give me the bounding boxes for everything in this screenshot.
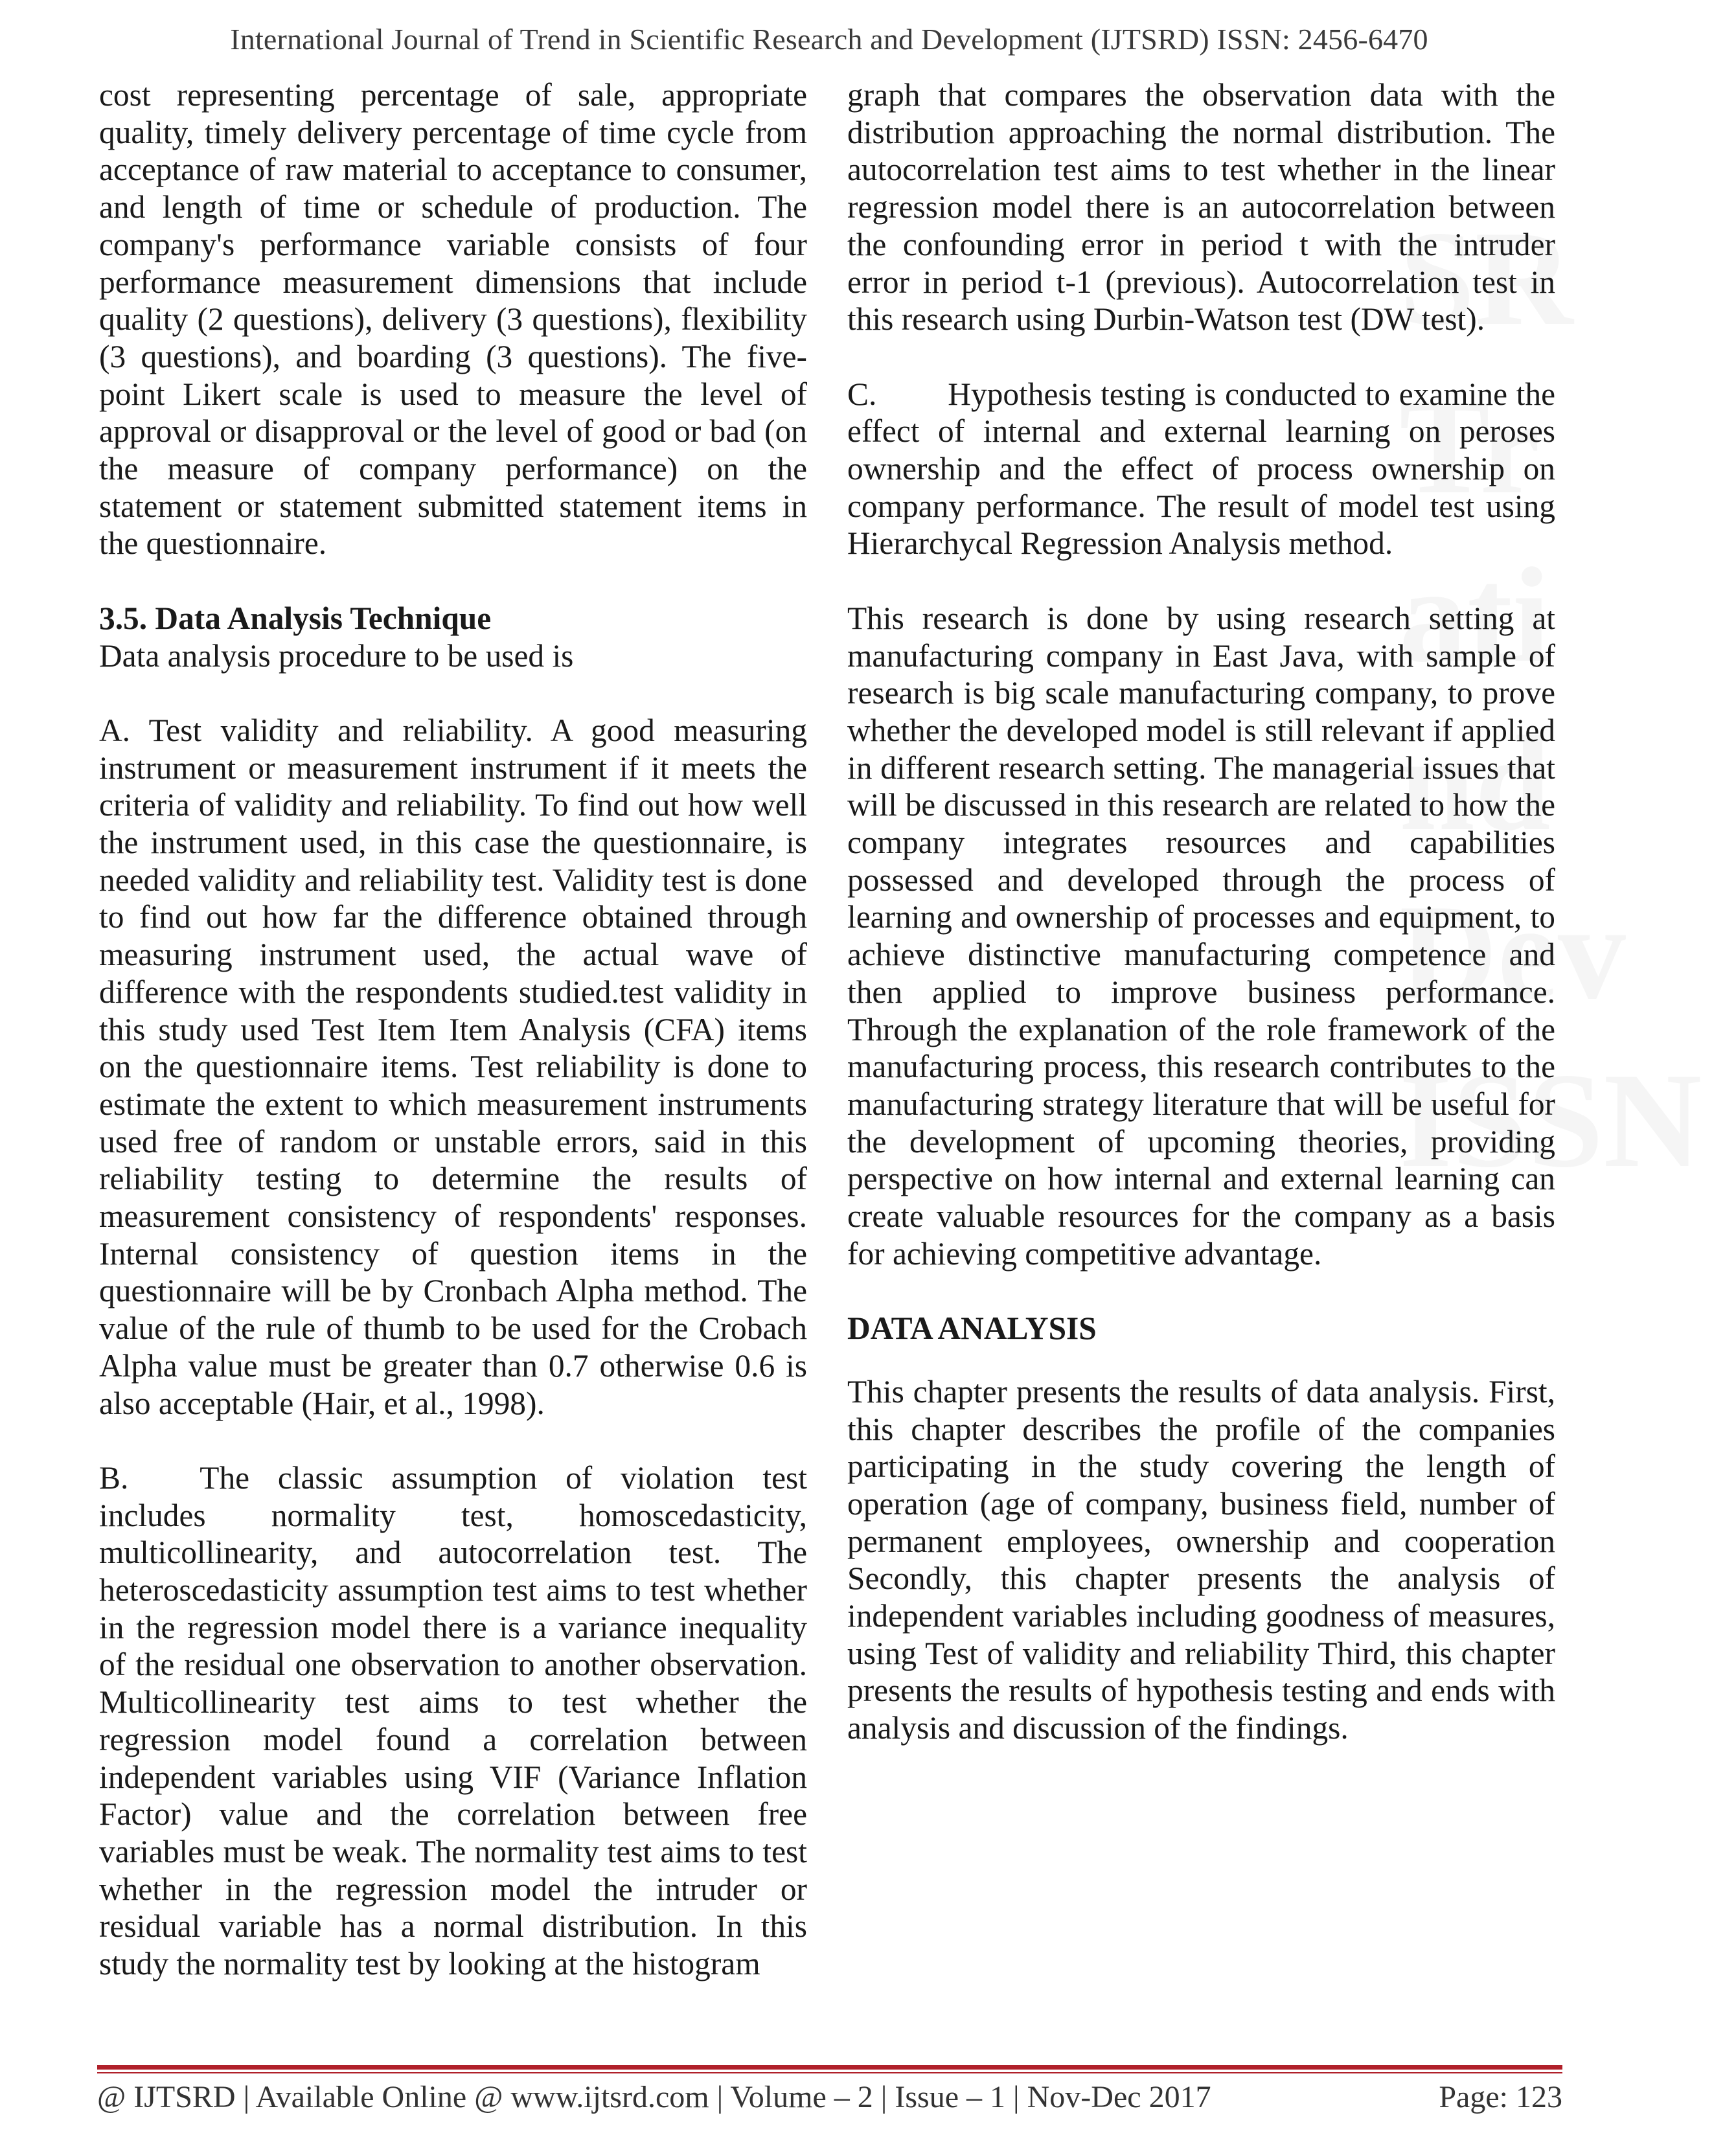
- background-watermark: SR Tr ati nd Dev ISSN: [1399, 203, 1702, 1196]
- list-label-b: B.: [99, 1459, 129, 1496]
- footer-rule-thin: [97, 2072, 1562, 2073]
- section-heading-data-analysis-technique: 3.5. Data Analysis Technique: [99, 600, 492, 636]
- paragraph-hypothesis-testing-text: Hypothesis testing is conducted to examine the effect of internal and external learning on peroses ownership and the effect of process ownership on company performance. The result of model test using Hierarchycal Regression Analysis method.: [847, 376, 1555, 562]
- paragraph-validity-reliability: A. Test validity and reliability. A good measuring instrument or measurement instrument if it meets the criteria of validity and reliability. To find out how well the instrument used, in this case the questionnaire, is needed validity and reliability test. Validity test is done to find out how far the difference obtained through measuring instrument used, the actual wave of difference with the respondents studied.test validity in this study used Test Item Item Analysis (CFA) items on the questionnaire items. Test reliability is done to estimate the extent to which measurement instruments used free of random or unstable errors, said in this reliability testing to determine the results of measurement consistency of respondents' responses. Internal consistency of question items in the questionnaire will be by Cronbach Alpha method. The value of the rule of thumb to be used for the Crobach Alpha value must be greater than 0.7 otherwise 0.6 is also acceptable (Hair, et al., 1998).: [99, 712, 807, 1421]
- paragraph-chapter-overview: This chapter presents the results of data analysis. First, this chapter describes the profile of the companies participating in the study covering the length of operation (age of company, business field, number of permanent employees, ownership and cooperation Secondly, this chapter presents the analysis of independent variables including goodness of measures, using Test of validity and reliability Third, this chapter presents the results of hypothesis testing and ends with analysis and discussion of the findings.: [847, 1373, 1555, 1746]
- right-column: [847, 76, 1555, 1747]
- paragraph-procedure-intro: Data analysis procedure to be used is: [99, 637, 574, 674]
- paragraph-normality-autocorrelation: graph that compares the observation data with the distribution approaching the normal distribution. The autocorrelation test aims to test whether in the linear regression model there is an autocorrelation between the confounding error in period t with the intruder error in period t-1 (previous). Autocorrelation test in this research using Durbin-Watson test (DW test).: [847, 77, 1555, 337]
- paragraph-hypothesis-testing: [847, 376, 1555, 563]
- list-label-c: C.: [847, 376, 877, 412]
- left-column: [99, 76, 807, 1983]
- footer-rule: [97, 2065, 1562, 2070]
- paragraph-classic-assumption-text: The classic assumption of violation test includes normality test, homoscedasticity, multicollinearity, and autocorrelation test. The heteroscedasticity assumption test aims to test whether in the regression model there is a variance inequality of the residual one observation to another observation. Multicollinearity test aims to test whether the regression model found a correlation between independent variables using VIF (Variance Inflation Factor) value and the correlation between free variables must be weak. The normality test aims to test whether in the regression model the intruder or residual variable has a normal distribution. In this study the normality test by looking at the histogram: [99, 1459, 807, 1982]
- paragraph-research-setting: This research is done by using research setting at manufacturing company in East Java, with sample of research is big scale manufacturing company, to prove whether the developed model is still relevant if applied in different research setting. The managerial issues that will be discussed in this research are related to how the company integrates resources and capabilities possessed and developed through the process of learning and ownership of processes and equipment, to achieve distinctive manufacturing competence and then applied to improve business performance. Through the explanation of the role framework of the manufacturing process, this research contributes to the manufacturing strategy literature that will be useful for the development of upcoming theories, providing perspective on how internal and external learning can create valuable resources for the company as a basis for achieving competitive advantage.: [847, 600, 1555, 1272]
- footer-journal-info: @ IJTSRD | Available Online @ www.ijtsrd.com | Volume – 2 | Issue – 1 | Nov-Dec 2017: [97, 2080, 1211, 2114]
- page-footer: [97, 2079, 1562, 2115]
- paragraph-classic-assumption: [99, 1459, 807, 1983]
- section-heading-data-analysis: DATA ANALYSIS: [847, 1310, 1097, 1347]
- running-header: International Journal of Trend in Scientific Research and Development (IJTSRD) ISSN: 2456-6470: [230, 23, 1428, 56]
- paragraph-performance-variables: cost representing percentage of sale, appropriate quality, timely delivery percentage of time cycle from acceptance of raw material to acceptance to consumer, and length of time or schedule of production. The company's performance variable consists of four performance measurement dimensions that include quality (2 questions), delivery (3 questions), flexibility (3 questions), and boarding (3 questions). The five-point Likert scale is used to measure the level of approval or disapproval or the level of good or bad (on the measure of company performance) on the statement or statement submitted statement items in the questionnaire.: [99, 77, 807, 562]
- page-number: Page: 123: [1439, 2080, 1562, 2114]
